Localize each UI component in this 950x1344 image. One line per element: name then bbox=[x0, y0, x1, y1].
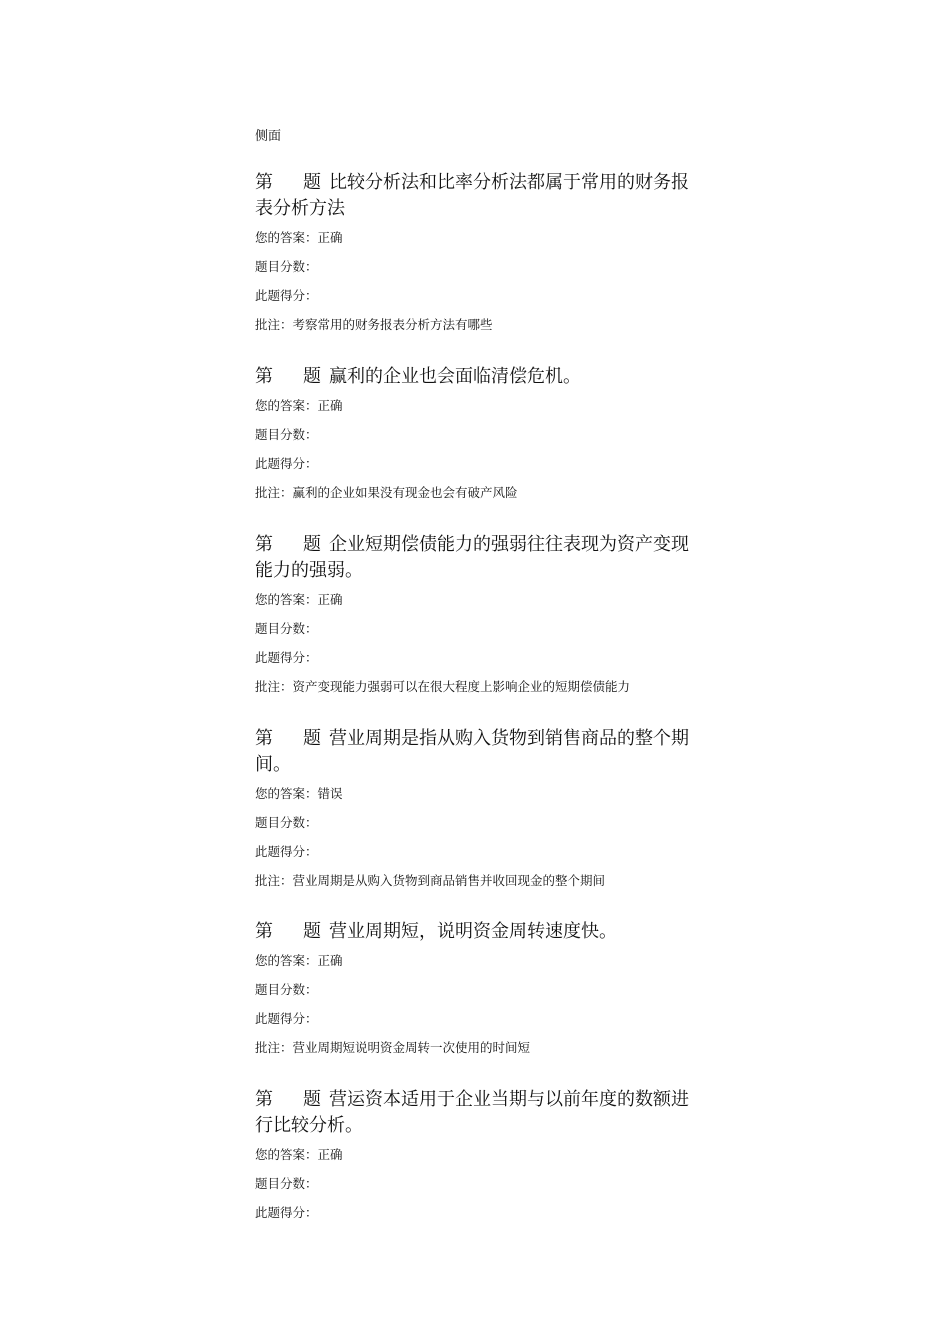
answer-label: 您的答案： bbox=[255, 592, 318, 607]
di-label: 第 bbox=[255, 921, 273, 942]
note-value: 营业周期短说明资金周转一次使用的时间短 bbox=[292, 1040, 531, 1055]
score-row bbox=[255, 1175, 705, 1193]
answer-row bbox=[255, 785, 705, 803]
answer-label: 您的答案： bbox=[255, 1147, 318, 1162]
note-label: 批注： bbox=[255, 485, 293, 500]
got-row bbox=[255, 843, 705, 861]
question-5 bbox=[255, 919, 705, 1057]
note-row bbox=[255, 316, 705, 334]
answer-label: 您的答案： bbox=[255, 786, 318, 801]
question-title bbox=[255, 170, 705, 222]
score-label: 题目分数： bbox=[255, 1176, 318, 1191]
note-row bbox=[255, 1039, 705, 1057]
answer-row bbox=[255, 1146, 705, 1164]
question-text: 营业周期是指从购入货物到销售商品的整个期间。 bbox=[255, 728, 689, 775]
answer-row bbox=[255, 229, 705, 247]
got-row bbox=[255, 455, 705, 473]
di-label: 第 bbox=[255, 728, 273, 749]
question-text: 营业周期短，说明资金周转速度快。 bbox=[329, 921, 617, 942]
got-label: 此题得分： bbox=[255, 288, 318, 303]
got-label: 此题得分： bbox=[255, 456, 318, 471]
answer-value: 正确 bbox=[317, 592, 343, 607]
answer-value: 正确 bbox=[317, 230, 343, 245]
score-label: 题目分数： bbox=[255, 427, 318, 442]
question-text: 比较分析法和比率分析法都属于常用的财务报表分析方法 bbox=[255, 172, 689, 219]
question-6 bbox=[255, 1087, 705, 1222]
note-value: 赢利的企业如果没有现金也会有破产风险 bbox=[292, 485, 518, 500]
got-row bbox=[255, 287, 705, 305]
answer-label: 您的答案： bbox=[255, 230, 318, 245]
answer-row bbox=[255, 591, 705, 609]
score-label: 题目分数： bbox=[255, 621, 318, 636]
score-label: 题目分数： bbox=[255, 815, 318, 830]
question-2 bbox=[255, 364, 705, 502]
question-text: 赢利的企业也会面临清偿危机。 bbox=[329, 366, 581, 387]
ti-label: 题 bbox=[303, 534, 321, 555]
question-title bbox=[255, 919, 705, 945]
got-label: 此题得分： bbox=[255, 1205, 318, 1220]
answer-row bbox=[255, 397, 705, 415]
answer-value: 正确 bbox=[317, 1147, 343, 1162]
note-value: 营业周期是从购入货物到商品销售并收回现金的整个期间 bbox=[292, 873, 606, 888]
question-4 bbox=[255, 726, 705, 890]
question-3 bbox=[255, 532, 705, 696]
ti-label: 题 bbox=[303, 366, 321, 387]
question-text: 营运资本适用于企业当期与以前年度的数额进行比较分析。 bbox=[255, 1089, 689, 1136]
ti-label: 题 bbox=[303, 728, 321, 749]
answer-label: 您的答案： bbox=[255, 398, 318, 413]
question-title bbox=[255, 1087, 705, 1139]
score-row bbox=[255, 814, 705, 832]
di-label: 第 bbox=[255, 1089, 273, 1110]
note-label: 批注： bbox=[255, 679, 293, 694]
note-label: 批注： bbox=[255, 1040, 293, 1055]
got-label: 此题得分： bbox=[255, 650, 318, 665]
got-row bbox=[255, 1010, 705, 1028]
answer-label: 您的答案： bbox=[255, 953, 318, 968]
top-fragment: 侧面 bbox=[255, 129, 282, 144]
got-label: 此题得分： bbox=[255, 844, 318, 859]
note-value: 资产变现能力强弱可以在很大程度上影响企业的短期偿债能力 bbox=[292, 679, 631, 694]
score-label: 题目分数： bbox=[255, 982, 318, 997]
question-text: 企业短期偿债能力的强弱往往表现为资产变现能力的强弱。 bbox=[255, 534, 689, 581]
note-label: 批注： bbox=[255, 873, 293, 888]
note-label: 批注： bbox=[255, 317, 293, 332]
note-row bbox=[255, 872, 705, 890]
score-row bbox=[255, 426, 705, 444]
answer-value: 正确 bbox=[317, 953, 343, 968]
answer-value: 错误 bbox=[317, 786, 343, 801]
note-row bbox=[255, 678, 705, 696]
score-label: 题目分数： bbox=[255, 259, 318, 274]
question-title bbox=[255, 364, 705, 390]
question-title bbox=[255, 726, 705, 778]
note-row bbox=[255, 484, 705, 502]
di-label: 第 bbox=[255, 172, 273, 193]
got-row bbox=[255, 649, 705, 667]
score-row bbox=[255, 620, 705, 638]
note-value: 考察常用的财务报表分析方法有哪些 bbox=[292, 317, 493, 332]
question-title bbox=[255, 532, 705, 584]
ti-label: 题 bbox=[303, 1089, 321, 1110]
score-row bbox=[255, 258, 705, 276]
di-label: 第 bbox=[255, 366, 273, 387]
answer-row bbox=[255, 952, 705, 970]
di-label: 第 bbox=[255, 534, 273, 555]
ti-label: 题 bbox=[303, 172, 321, 193]
got-label: 此题得分： bbox=[255, 1011, 318, 1026]
score-row bbox=[255, 981, 705, 999]
answer-value: 正确 bbox=[317, 398, 343, 413]
question-1 bbox=[255, 170, 705, 334]
got-row bbox=[255, 1204, 705, 1222]
ti-label: 题 bbox=[303, 921, 321, 942]
